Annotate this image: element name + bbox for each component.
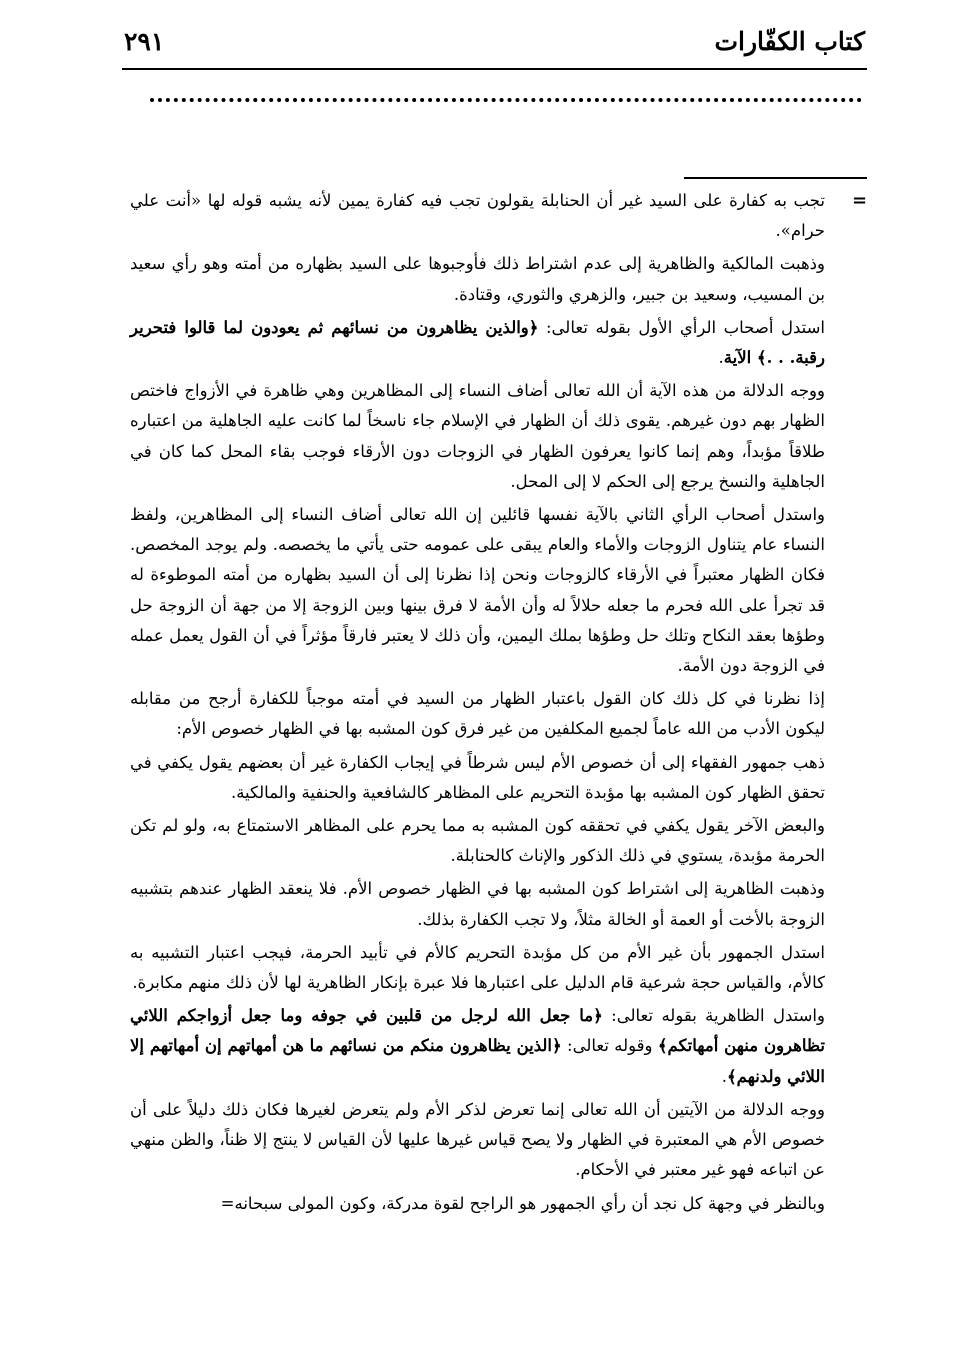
paragraph: والبعض الآخر يقول يكفي في تحققه كون المشبه به مما يحرم على المظاهر الاستمتاع به، ولو لم تكن الحرمة مؤبدة، يستوي في ذلك الذكور والإناث كالحنابلة. [130,816,825,866]
paragraph: ووجه الدلالة من هذه الآية أن الله تعالى أضاف النساء إلى المظاهرين وهي ظاهرة في الأزواج فاختص الظهار بهم دون غيرهم. يقوى ذلك أن الظهار في الإسلام جاء ناسخاً لما كانت عليه الجاهلية من اعتباره طلاقاً مؤبداً، وهم إنما كانوا يعرفون الظهار في الزوجات دون الأرقاء فوجب بقاء المحل كما كان في الجاهلية والنسخ يرجع إلى الحكم لا إلى المحل. [130,381,825,491]
quran-quote: ﴿الذين يظاهرون منكم من نسائهم ما هن أمهاتهم إن أمهاتهم إلا اللائي ولدنهم﴾ [130,1036,825,1086]
paragraph: إذا نظرنا في كل ذلك كان القول باعتبار الظهار من السيد في أمته موجباً للكفارة أرجح من مقابله ليكون الأدب من الله عاماً لجميع المكلفين من غير فرق كون المشبه بها في الظهار خصوص الأم: [130,689,825,739]
paragraph: ووجه الدلالة من الآيتين أن الله تعالى إنما تعرض لذكر الأم ولم يتعرض لغيرها فكان ذلك دليلاً على أن خصوص الأم هي المعتبرة في الظهار ولا يصح قياس غيرها عليها لأن القياس لا ينتج إلا ظناً، والظن منهي عن اتباعه فهو غير معتبر في الأحكام. [130,1099,825,1180]
footnote-rule [684,177,867,179]
header-rule [122,68,867,70]
quran-quote: ﴿والذين يظاهرون من نسائهم ثم يعودون لما قالوا فتحرير رقبة. . .﴾ الآية [130,317,825,368]
paragraph-middle: وقوله تعالى: [561,1036,658,1056]
running-header-title: كتاب الكفّارات [714,27,865,56]
paragraph: واستدل أصحاب الرأي الثاني بالآية نفسها قائلين إن الله تعالى أضاف النساء إلى المظاهرين، ولفظ النساء عام يتناول الزوجات والأماء والعام يبقى على عمومه حتى يأتي ما يخصصه. ولم يوجد المخصص. فكان الظهار معتبراً في الأرقاء كالزوجات ونحن إذا نظرنا إلى أن السيد بظهاره من أمته الموطوءة له قد تجرأ على الله فحرم ما جعله حلالاً له وأن الأمة لا فرق بينها وبين الزوجة إلا من جهة أن الزوجة حل وطؤها بعقد النكاح وتلك حل وطؤها بملك اليمين، وأن ذلك لا يعتبر فارقاً مؤثراً في أن القول يعمل عمله في الزوجة دون الأمة. [130,505,825,676]
paragraph [130,313,825,373]
quran-quote: ﴿ما جعل الله لرجل من قلبين في جوفه وما جعل أزواجكم اللائي تظاهرون منهن أمهاتكم﴾ [130,1006,825,1056]
paragraph: ذهب جمهور الفقهاء إلى أن خصوص الأم ليس شرطاً في إيجاب الكفارة غير أن بعضهم يقول يكفي في تحقق الظهار كون المشبه بها مؤبدة التحريم على المظاهر كالشافعية والحنفية والمالكية. [130,752,825,802]
paragraph: استدل الجمهور بأن غير الأم من كل مؤبدة التحريم كالأم في تأبيد الحرمة، فيجب اعتبار التشبيه به كالأم، والقياس حجة شرعية قام الدليل على اعتبارها فلا عبرة بإنكار الظاهرية لها لأن ذلك منهم مكابرة. [130,942,825,993]
paragraph: وذهبت الظاهرية إلى اشتراط كون المشبه بها في الظهار خصوص الأم. فلا ينعقد الظهار عندهم بتشبيه الزوجة بالأخت أو العمة أو الخالة مثلاً، ولا تجب الكفارة بذلك. [130,879,825,929]
paragraph: وبالنظر في وجهة كل نجد أن رأي الجمهور هو الراجح لقوة مدركة، وكون المولى سبحانه= [220,1193,825,1213]
paragraph-suffix: . [718,348,724,368]
paragraph-suffix: . [721,1066,727,1086]
paragraph [130,1001,825,1092]
footnote-body [130,186,825,1222]
paragraph-prefix: واستدل الظاهرية بقوله تعالى: [602,1006,825,1026]
paragraph: تجب به كفارة على السيد غير أن الحنابلة يقولون تجب فيه كفارة يمين لأنه يشبه قوله لها «أنت علي حرام». [130,191,825,241]
dotted-separator [150,98,862,102]
paragraph: وذهبت المالكية والظاهرية إلى عدم اشتراط ذلك فأوجبوها على السيد بظهاره من أمته وهو رأي سعيد بن المسيب، وسعيد بن جبير، والزهري والثوري، وقتادة. [130,254,825,304]
continuation-mark: = [852,190,868,211]
paragraph-prefix: استدل أصحاب الرأي الأول بقوله تعالى: [538,317,826,337]
page-number: ٢٩١ [124,27,165,56]
